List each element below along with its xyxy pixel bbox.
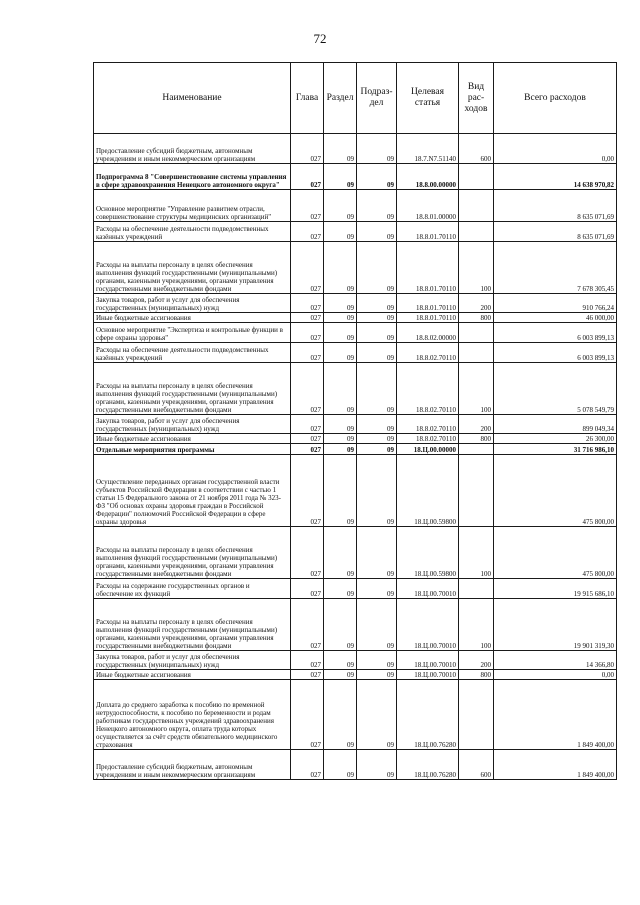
- row-subsection: 09: [357, 323, 397, 343]
- header-type: Вид рас-ходов: [459, 63, 494, 134]
- row-section: 09: [324, 242, 357, 294]
- table-row: [94, 190, 617, 222]
- row-chapter: 027: [291, 190, 324, 222]
- row-chapter: 027: [291, 164, 324, 190]
- row-chapter: 027: [291, 242, 324, 294]
- row-subsection: 09: [357, 527, 397, 579]
- row-subsection: 09: [357, 164, 397, 190]
- row-chapter: 027: [291, 579, 324, 599]
- row-section: 09: [324, 363, 357, 415]
- row-type: 200: [459, 294, 494, 313]
- row-name: Основное мероприятие "Управление развитием отрасли, совершенствование структуры медицинских организаций": [94, 190, 291, 222]
- row-target: 18.Ц.00.70010: [397, 651, 459, 670]
- row-section: 09: [324, 415, 357, 434]
- row-subsection: 09: [357, 134, 397, 164]
- row-target: 18.Ц.00.76280: [397, 680, 459, 750]
- row-total: 8 635 071,69: [494, 222, 617, 242]
- header-total: Всего расходов: [494, 63, 617, 134]
- row-target: 18.8.01.70110: [397, 222, 459, 242]
- row-total: 475 800,00: [494, 527, 617, 579]
- row-name: Осуществление переданных органам государственной власти субъектов Российской Федерации в соответствии с частью 1 статьи 15 Федерального закона от 21 ноября 2011 года № 323-ФЗ "Об основах охраны здоровья граждан в Российской Федерации" полномочий Российской Федерации в сфере охраны здоровья: [94, 455, 291, 527]
- row-type: 200: [459, 651, 494, 670]
- row-type: 600: [459, 750, 494, 780]
- row-type: [459, 455, 494, 527]
- row-section: 09: [324, 434, 357, 444]
- row-total: 1 849 400,00: [494, 680, 617, 750]
- table-row: [94, 670, 617, 680]
- row-type: 100: [459, 363, 494, 415]
- row-section: 09: [324, 750, 357, 780]
- table-row: [94, 680, 617, 750]
- row-total: 0,00: [494, 134, 617, 164]
- row-type: 100: [459, 599, 494, 651]
- row-chapter: 027: [291, 670, 324, 680]
- row-total: 8 635 071,69: [494, 190, 617, 222]
- row-chapter: 027: [291, 294, 324, 313]
- row-chapter: 027: [291, 313, 324, 323]
- table-row: [94, 294, 617, 313]
- header-chapter: Глава: [291, 63, 324, 134]
- table-row: [94, 363, 617, 415]
- row-total: 0,00: [494, 670, 617, 680]
- row-chapter: 027: [291, 134, 324, 164]
- row-target: 18.8.00.00000: [397, 164, 459, 190]
- row-type: [459, 164, 494, 190]
- row-section: 09: [324, 455, 357, 527]
- row-target: 18.8.02.00000: [397, 323, 459, 343]
- row-name: Отдельные мероприятия программы: [94, 444, 291, 455]
- row-type: [459, 579, 494, 599]
- row-subsection: 09: [357, 294, 397, 313]
- table-row: [94, 415, 617, 434]
- row-chapter: 027: [291, 222, 324, 242]
- row-target: 18.8.01.70110: [397, 294, 459, 313]
- row-subsection: 09: [357, 599, 397, 651]
- row-name: Иные бюджетные ассигнования: [94, 670, 291, 680]
- row-chapter: 027: [291, 363, 324, 415]
- row-name: Закупка товаров, работ и услуг для обеспечения государственных (муниципальных) нужд: [94, 651, 291, 670]
- row-subsection: 09: [357, 190, 397, 222]
- table-row: [94, 651, 617, 670]
- row-name: Расходы на выплаты персоналу в целях обеспечения выполнения функций государственными (муниципальными) органами, казенными учреждениями, органами управления государственными внебюджетными фондами: [94, 527, 291, 579]
- row-type: [459, 444, 494, 455]
- row-total: 910 766,24: [494, 294, 617, 313]
- row-target: 18.8.01.70110: [397, 313, 459, 323]
- header-name: Наименование: [94, 63, 291, 134]
- row-subsection: 09: [357, 444, 397, 455]
- row-type: 200: [459, 415, 494, 434]
- row-name: Иные бюджетные ассигнования: [94, 313, 291, 323]
- row-section: 09: [324, 670, 357, 680]
- table-row: [94, 455, 617, 527]
- row-name: Расходы на содержание государственных органов и обеспечение их функций: [94, 579, 291, 599]
- row-type: [459, 323, 494, 343]
- row-target: 18.Ц.00.59800: [397, 527, 459, 579]
- row-subsection: 09: [357, 415, 397, 434]
- row-section: 09: [324, 294, 357, 313]
- row-target: 18.7.N7.51140: [397, 134, 459, 164]
- row-target: 18.8.02.70110: [397, 363, 459, 415]
- row-total: 7 678 305,45: [494, 242, 617, 294]
- row-chapter: 027: [291, 527, 324, 579]
- row-total: 14 366,80: [494, 651, 617, 670]
- row-name: Расходы на обеспечение деятельности подведомственных казённых учреждений: [94, 343, 291, 363]
- table-row: [94, 164, 617, 190]
- row-chapter: 027: [291, 343, 324, 363]
- row-total: 475 800,00: [494, 455, 617, 527]
- row-total: 19 901 319,30: [494, 599, 617, 651]
- row-section: 09: [324, 164, 357, 190]
- row-name: Подпрограмма 8 "Совершенствование системы управления в сфере здравоохранения Ненецкого автономного округа": [94, 164, 291, 190]
- table-row: [94, 313, 617, 323]
- row-section: 09: [324, 579, 357, 599]
- row-chapter: 027: [291, 323, 324, 343]
- header-section: Раздел: [324, 63, 357, 134]
- row-type: 800: [459, 313, 494, 323]
- row-total: 26 300,00: [494, 434, 617, 444]
- row-subsection: 09: [357, 680, 397, 750]
- row-subsection: 09: [357, 343, 397, 363]
- row-chapter: 027: [291, 680, 324, 750]
- row-subsection: 09: [357, 579, 397, 599]
- row-type: 800: [459, 670, 494, 680]
- row-name: Расходы на обеспечение деятельности подведомственных казённых учреждений: [94, 222, 291, 242]
- row-total: 899 049,34: [494, 415, 617, 434]
- row-name: Основное мероприятие "Экспертиза и контрольные функции в сфере охраны здоровья": [94, 323, 291, 343]
- row-total: 1 849 400,00: [494, 750, 617, 780]
- row-section: 09: [324, 323, 357, 343]
- row-section: 09: [324, 343, 357, 363]
- row-subsection: 09: [357, 363, 397, 415]
- row-name: Предоставление субсидий бюджетным, автономным учреждениям и иным некоммерческим организациям: [94, 134, 291, 164]
- row-chapter: 027: [291, 455, 324, 527]
- row-section: 09: [324, 190, 357, 222]
- row-subsection: 09: [357, 434, 397, 444]
- row-target: 18.8.01.70110: [397, 242, 459, 294]
- row-target: 18.8.01.00000: [397, 190, 459, 222]
- row-type: [459, 680, 494, 750]
- row-section: 09: [324, 134, 357, 164]
- table-row: [94, 222, 617, 242]
- table-row: [94, 599, 617, 651]
- row-total: 6 003 899,13: [494, 343, 617, 363]
- row-section: 09: [324, 222, 357, 242]
- table-row: [94, 527, 617, 579]
- table-row: [94, 134, 617, 164]
- row-target: 18.Ц.00.70010: [397, 670, 459, 680]
- row-name: Предоставление субсидий бюджетным, автономным учреждениям и иным некоммерческим организациям: [94, 750, 291, 780]
- row-total: 31 716 986,10: [494, 444, 617, 455]
- row-subsection: 09: [357, 455, 397, 527]
- row-section: 09: [324, 527, 357, 579]
- table-row: [94, 343, 617, 363]
- row-subsection: 09: [357, 750, 397, 780]
- row-name: Закупка товаров, работ и услуг для обеспечения государственных (муниципальных) нужд: [94, 294, 291, 313]
- row-total: 14 638 970,82: [494, 164, 617, 190]
- row-target: 18.8.02.70110: [397, 434, 459, 444]
- row-total: 19 915 686,10: [494, 579, 617, 599]
- row-type: 800: [459, 434, 494, 444]
- row-type: 100: [459, 242, 494, 294]
- row-subsection: 09: [357, 222, 397, 242]
- row-type: [459, 222, 494, 242]
- row-target: 18.Ц.00.00000: [397, 444, 459, 455]
- table-row: [94, 242, 617, 294]
- row-target: 18.Ц.00.76280: [397, 750, 459, 780]
- page-number: 72: [313, 31, 327, 46]
- table-row: [94, 444, 617, 455]
- row-chapter: 027: [291, 599, 324, 651]
- row-total: 46 000,00: [494, 313, 617, 323]
- row-chapter: 027: [291, 444, 324, 455]
- row-section: 09: [324, 651, 357, 670]
- row-subsection: 09: [357, 313, 397, 323]
- row-section: 09: [324, 599, 357, 651]
- row-name: Расходы на выплаты персоналу в целях обеспечения выполнения функций государственными (муниципальными) органами, казенными учреждениями, органами управления государственными внебюджетными фондами: [94, 363, 291, 415]
- row-target: 18.Ц.00.70010: [397, 599, 459, 651]
- row-target: 18.Ц.00.59800: [397, 455, 459, 527]
- row-type: [459, 343, 494, 363]
- row-subsection: 09: [357, 651, 397, 670]
- row-name: Доплата до среднего заработка к пособию по временной нетрудоспособности, к пособию по беременности и родам работникам государственных учреждений здравоохранения Ненецкого автономного округа, оплата труда которых осуществляется за счёт средств обязательного медицинского страхования: [94, 680, 291, 750]
- table-header-row: [94, 63, 617, 134]
- table-row: [94, 579, 617, 599]
- row-chapter: 027: [291, 434, 324, 444]
- row-chapter: 027: [291, 651, 324, 670]
- row-section: 09: [324, 444, 357, 455]
- row-section: 09: [324, 680, 357, 750]
- table-row: [94, 434, 617, 444]
- row-target: 18.8.02.70110: [397, 415, 459, 434]
- row-subsection: 09: [357, 670, 397, 680]
- row-name: Закупка товаров, работ и услуг для обеспечения государственных (муниципальных) нужд: [94, 415, 291, 434]
- row-target: 18.8.02.70110: [397, 343, 459, 363]
- row-name: Иные бюджетные ассигнования: [94, 434, 291, 444]
- row-subsection: 09: [357, 242, 397, 294]
- header-target: Целевая статья: [397, 63, 459, 134]
- row-name: Расходы на выплаты персоналу в целях обеспечения выполнения функций государственными (муниципальными) органами, казенными учреждениями, органами управления государственными внебюджетными фондами: [94, 599, 291, 651]
- table-row: [94, 750, 617, 780]
- row-target: 18.Ц.00.70010: [397, 579, 459, 599]
- row-name: Расходы на выплаты персоналу в целях обеспечения выполнения функций государственными (муниципальными) органами, казенными учреждениями, органами управления государственными внебюджетными фондами: [94, 242, 291, 294]
- row-chapter: 027: [291, 415, 324, 434]
- row-section: 09: [324, 313, 357, 323]
- row-chapter: 027: [291, 750, 324, 780]
- row-type: 600: [459, 134, 494, 164]
- budget-table: [93, 62, 617, 780]
- table-body: [94, 134, 617, 780]
- header-subsection: Подраз-дел: [357, 63, 397, 134]
- row-total: 6 003 899,13: [494, 323, 617, 343]
- row-type: 100: [459, 527, 494, 579]
- row-total: 5 078 549,79: [494, 363, 617, 415]
- row-type: [459, 190, 494, 222]
- table-row: [94, 323, 617, 343]
